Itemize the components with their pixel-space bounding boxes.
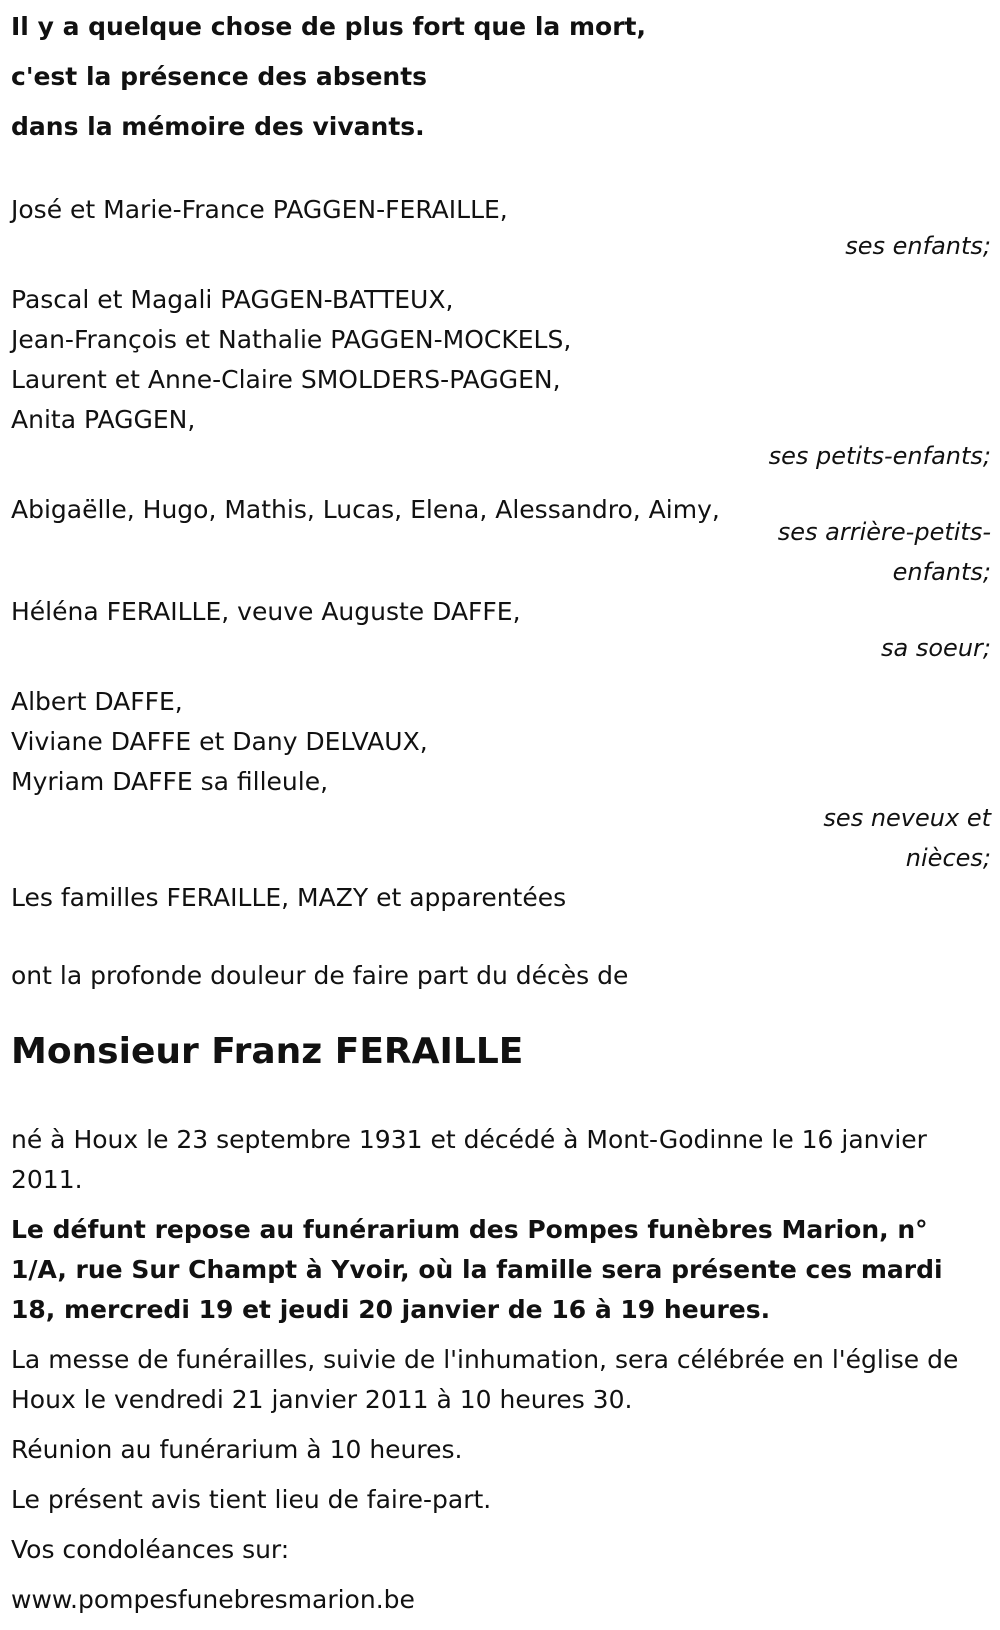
family-group-grandchildren [11,280,991,476]
epigraph [11,2,991,152]
family-name-line: Viviane DAFFE et Dany DELVAUX, [11,727,428,756]
birth-death-text: né à Houx le 23 septembre 1931 et décédé à Mont-Godinne le 16 janvier 2011. [11,1125,927,1194]
epigraph-line: Il y a quelque chose de plus fort que la mort, [11,12,646,41]
funerarium-text: Le défunt repose au funérarium des Pompes funèbres Marion, n° 1/A, rue Sur Champt à Yvoir, où la famille sera présente ces mardi 18, mercredi 19 et jeudi 20 janvier de 16 à 19 heures. [11,1215,943,1324]
obituary-notice [11,0,991,1630]
family-name-line: José et Marie-France PAGGEN-FERAILLE, [11,195,508,224]
family-name-line: Albert DAFFE, [11,687,183,716]
relation-label: ses neveux et nièces; [823,804,991,872]
family-name-line: Laurent et Anne-Claire SMOLDERS-PAGGEN, [11,365,561,394]
family-group-children [11,190,991,266]
epigraph-line: c'est la présence des absents [11,62,428,91]
meeting-text: Réunion au funérarium à 10 heures. [11,1435,463,1464]
relation-label: sa soeur; [881,634,991,662]
family-name-line: Pascal et Magali PAGGEN-BATTEUX, [11,285,454,314]
relation-label: ses petits-enfants; [768,442,991,470]
family-name-line: Héléna FERAILLE, veuve Auguste DAFFE, [11,597,521,626]
family-group-sister [11,592,991,668]
family-name-line: Anita PAGGEN, [11,405,196,434]
family-group-great-grandchildren [11,490,991,592]
relation-label: ses arrière-petits-enfants; [777,518,991,586]
relation-label: ses enfants; [845,232,991,260]
notice-text: Le présent avis tient lieu de faire-part. [11,1485,492,1514]
announcement-line: ont la profonde douleur de faire part du décès de [11,961,629,990]
deceased-name: Monsieur Franz FERAILLE [11,1031,524,1072]
family-name-line: Myriam DAFFE sa filleule, [11,767,329,796]
families-line: Les familles FERAILLE, MAZY et apparentées [11,883,567,912]
mass-text: La messe de funérailles, suivie de l'inhumation, sera célébrée en l'église de Houx le vendredi 21 janvier 2011 à 10 heures 30. [11,1345,959,1414]
family-name-line: Jean-François et Nathalie PAGGEN-MOCKELS, [11,325,572,354]
family-name-line: Abigaëlle, Hugo, Mathis, Lucas, Elena, Alessandro, Aimy, [11,495,720,524]
family-group-nephews [11,682,991,878]
epigraph-line: dans la mémoire des vivants. [11,112,425,141]
condolences-text: Vos condoléances sur: [11,1535,290,1564]
website-link[interactable]: www.pompesfunebresmarion.be [11,1585,415,1614]
